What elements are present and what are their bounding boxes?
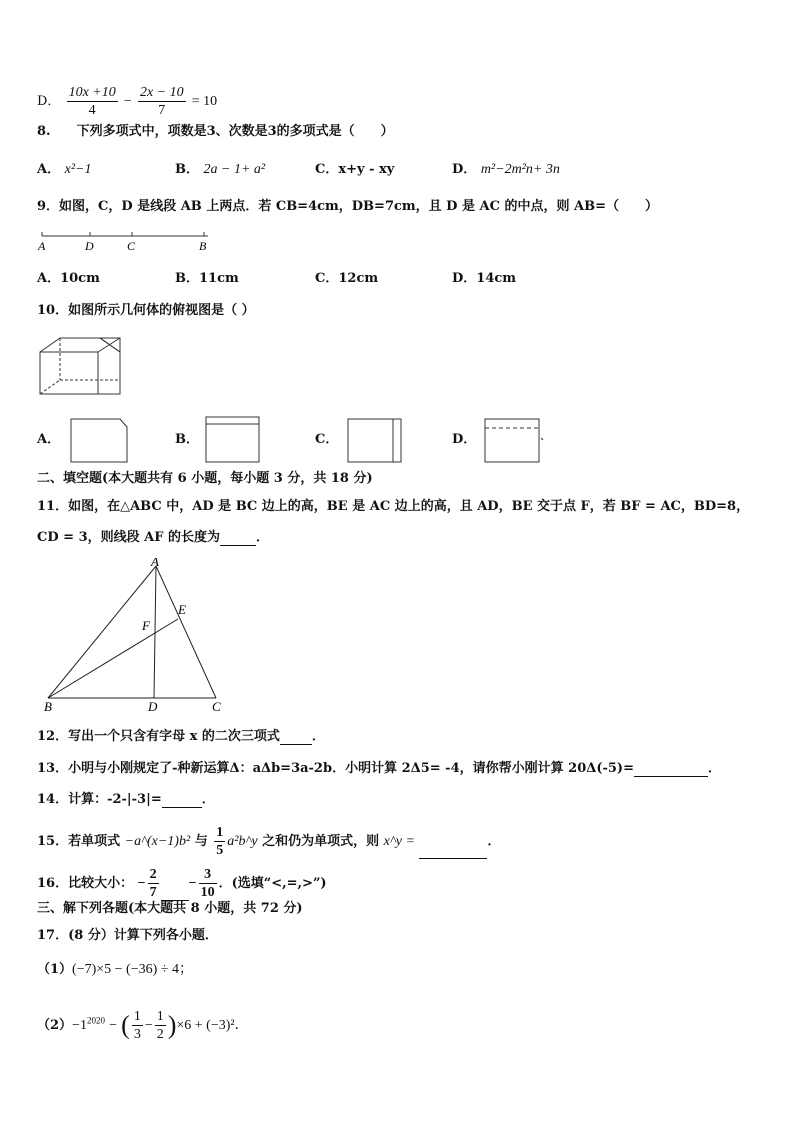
q8-option-c: C．x+y - xy	[315, 162, 395, 177]
fraction-one-fifth: $\frac{1}{5}$	[216, 825, 224, 858]
q8-option-a: A． x²−1	[37, 162, 92, 177]
q16: 16．比较大小： − $\frac{2}{7}$ − $\frac{3}{10}$ ．(选填“<,=,>”)	[37, 867, 327, 900]
monomial-2: a²b^y	[227, 834, 258, 849]
fraction-2-7: $\frac{2}{7}$	[149, 867, 157, 900]
point-b-label: B	[44, 699, 52, 714]
view-option-d	[484, 418, 546, 464]
answer-blank	[161, 887, 189, 901]
q10-option-d: D．	[452, 432, 477, 447]
answer-blank	[419, 845, 487, 859]
fraction-1-3: $\frac{1}{3}$	[133, 1009, 141, 1042]
triangle-figure	[38, 558, 228, 714]
q10-option-c: C．	[315, 432, 339, 447]
monomial-1: −a^(x−1)b²	[124, 834, 191, 849]
view-option-a	[70, 418, 130, 464]
option-label: D．	[37, 94, 61, 109]
q13: 13．小明与小刚规定了-种新运算Δ：aΔb=3a-2b．小明计算 2Δ5= -4，请你帮小刚计算 20Δ(-5)= ．	[37, 761, 721, 776]
q9-option-b: B．11cm	[175, 271, 239, 286]
point-b-label: B	[199, 239, 207, 253]
point-e-label: E	[178, 602, 186, 617]
q8-option-d: D． m²−2m²n+ 3n	[452, 162, 560, 177]
q14: 14．计算：-2-|-3|= ．	[37, 792, 215, 807]
answer-blank	[162, 794, 202, 808]
section-2-heading: 二、填空题(本大题共有 6 小题，每小题 3 分，共 18 分)	[37, 471, 373, 486]
q17-stem: 17．(8 分）计算下列各小题．	[37, 928, 218, 943]
point-d-label: D	[85, 239, 94, 253]
solid-figure	[36, 334, 128, 402]
fraction-1-2: $\frac{1}{2}$	[156, 1009, 164, 1042]
point-f-label: F	[142, 618, 150, 633]
q9-option-a: A．10cm	[37, 271, 100, 286]
view-option-b	[205, 416, 261, 464]
q17-part-1: （1）(−7)×5 − (−36) ÷ 4；	[37, 962, 193, 977]
q10-option-a: A．	[37, 432, 61, 447]
point-c-label: C	[212, 699, 221, 714]
q12: 12．写出一个只含有字母 x 的二次三项式 ．	[37, 729, 325, 744]
q9-option-d: D．14cm	[452, 271, 517, 286]
section-3-heading: 三、解下列各题(本大题共 8 小题，共 72 分)	[37, 901, 303, 916]
point-c-label: C	[127, 239, 136, 253]
point-a-label: A	[151, 558, 159, 569]
q10-stem: 10．如图所示几何体的俯视图是（ ）	[37, 303, 255, 318]
segment-figure	[36, 226, 216, 254]
q10-option-b: B．	[175, 432, 199, 447]
answer-blank	[280, 731, 312, 745]
q17-part-2: $(2)-1^{2020}$ − ( $\frac{1}{3}$ − $\frac{1}{2}$ )×6 + (−3)²．	[37, 1009, 249, 1042]
answer-blank	[634, 763, 708, 777]
power-expression: x^y =	[383, 834, 415, 849]
answer-blank	[220, 532, 256, 546]
q9-stem: 9．如图，C，D 是线段 AB 上两点．若 CB=4cm，DB=7cm，且 D 是 AC 的中点，则 AB=（ ）	[37, 199, 658, 214]
q7-option-d: D． $\frac{10x +10}{4}$ − $\frac{2x - 10}{7}$ = 10	[37, 85, 218, 118]
q9-option-c: C．12cm	[315, 271, 379, 286]
point-a-label: A	[38, 239, 46, 253]
fraction-3-10: $\frac{3}{10}$	[200, 867, 215, 900]
q11-line-1: 11．如图，在△ABC 中，AD 是 BC 边上的高，BE 是 AC 边上的高，且 AD，BE 交于点 F，若 BF = AC，BD=8，	[37, 499, 750, 514]
view-option-c	[347, 418, 403, 464]
q15: 15．若单项式 −a^(x−1)b² 与 $\frac{1}{5}$ a²b^y 之和仍为单项式，则 x^y = ．	[37, 825, 501, 858]
q11-line-2: CD = 3，则线段 AF 的长度为 ．	[37, 530, 269, 545]
fraction-1: $\frac{10x +10}{4}$	[68, 85, 116, 118]
fraction-2: $\frac{2x - 10}{7}$	[139, 85, 184, 118]
point-d-label: D	[148, 699, 158, 714]
q8-stem: 8. 下列多项式中，项数是3、次数是3的多项式是（ ）	[37, 124, 394, 139]
q8-option-b: B． 2a − 1+ a²	[175, 162, 266, 177]
